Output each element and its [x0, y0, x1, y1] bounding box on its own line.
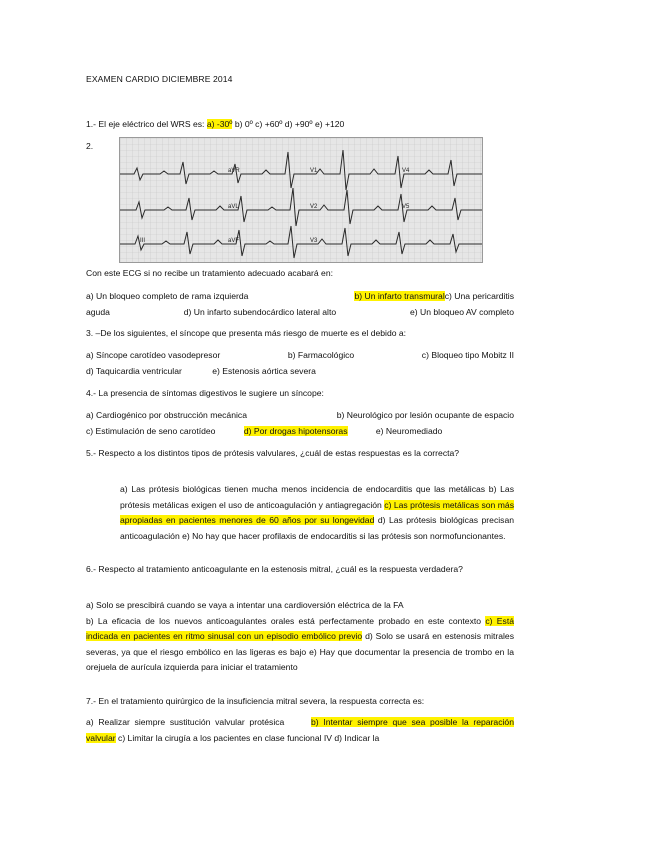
question-4-options	[86, 408, 514, 439]
option-d: d) Las prótesis biológicas precisan anticoagulación	[120, 515, 515, 541]
option-d: d) Indicar la	[334, 732, 380, 743]
question-1-options: b) 0º c) +60º d) +90º e) +120	[232, 119, 345, 129]
question-7-options	[86, 715, 514, 746]
ecg-lead-label: aVR	[228, 168, 240, 174]
option-e: e) Neuromediado	[375, 425, 443, 436]
option-e: e) Estenosis aórtica severa	[212, 365, 316, 376]
option-c-answer: c) Las prótesis metálicas son más apropiadas en pacientes menores de 60 años por su longevidad	[120, 499, 514, 525]
option-e: e) Hay que documentar la presencia de trombo en la orejuela de aurícula izquierda para iniciar el tratamiento	[86, 646, 514, 672]
question-5-options	[120, 482, 514, 544]
question-6-stem: 6.- Respecto al tratamiento anticoagulante en la estenosis mitral, ¿cuál es la respuesta verdadera?	[86, 564, 463, 574]
question-5-stem: 5.- Respecto a los distintos tipos de prótesis valvulares, ¿cuál de estas respuestas es la correcta?	[86, 448, 460, 458]
question-1-answer: a) -30º	[206, 119, 233, 129]
options-row	[86, 408, 514, 424]
options-row	[86, 289, 514, 305]
option-e: e) No hay que hacer profilaxis de endocarditis si las prótesis son normofuncionantes.	[182, 530, 506, 541]
question-3-options	[86, 348, 514, 379]
option-b: b) La eficacia de los nuevos anticoagulantes orales está perfectamente probado en este contexto	[86, 615, 482, 626]
option-b-answer: b) Un infarto transmural	[354, 291, 445, 301]
question-2-stem: Con este ECG si no recibe un tratamiento adecuado acabará en:	[86, 268, 333, 278]
options-row	[86, 305, 514, 321]
option-c: c) Limitar la cirugía a los pacientes en clase funcional IV	[118, 732, 333, 743]
option-a: a) Síncope carotídeo vasodepresor	[86, 350, 221, 360]
question-1-stem: 1.- El eje eléctrico del WRS es:	[86, 119, 207, 129]
option-d-answer: d) Por drogas hipotensoras	[243, 425, 348, 436]
question-1	[86, 117, 514, 133]
ecg-strip-image	[119, 137, 483, 263]
option-c: c) Bloqueo tipo Mobitz II	[421, 350, 514, 360]
option-d: d) Un infarto subendocárdico lateral alto	[183, 306, 337, 317]
option-d: d) Taquicardia ventricular	[86, 365, 182, 376]
option-c-cont: aguda	[86, 306, 110, 317]
option-a: a) Un bloqueo completo de rama izquierda	[86, 291, 249, 301]
ecg-graphic	[120, 138, 483, 263]
option-b: b) Las prótesis metálicas exigen el uso de anticoagulación y antiagregación	[120, 484, 515, 510]
ecg-lead-label: aVF	[228, 238, 240, 244]
ecg-lead-label: V3	[310, 238, 318, 244]
option-a: a) Cardiogénico por obstrucción mecánica	[86, 410, 247, 420]
question-2-number: 2.	[86, 141, 94, 151]
ecg-lead-label: aVL	[228, 204, 239, 210]
exam-title: EXAMEN CARDIO DICIEMBRE 2014	[86, 74, 233, 84]
question-6-options	[86, 598, 514, 676]
options-row	[86, 424, 514, 440]
option-c-answer: c) Está indicada en pacientes en ritmo sinusal con un episodio embólico previo	[86, 615, 514, 641]
option-b-answer: b) Intentar siempre que sea posible la reparación valvular	[86, 717, 514, 743]
question-3-stem: 3. –De los siguientes, el síncope que presenta más riesgo de muerte es el debido a:	[86, 328, 407, 338]
question-4-stem: 4.- La presencia de síntomas digestivos le sugiere un síncope:	[86, 388, 324, 398]
option-b: b) Farmacológico	[287, 350, 355, 360]
ecg-lead-label: V4	[402, 168, 410, 174]
option-c: c) Estimulación de seno carotídeo	[86, 425, 216, 436]
ecg-lead-label: V2	[310, 204, 318, 210]
option-a: a) Solo se prescibirá cuando se vaya a intentar una cardioversión eléctrica de la FA	[86, 600, 404, 610]
option-e: e) Un bloqueo AV completo	[409, 306, 514, 317]
question-2-options	[86, 289, 514, 320]
ecg-lead-label: V1	[310, 168, 318, 174]
options-row	[86, 364, 514, 380]
ecg-lead-label: III	[140, 238, 146, 244]
options-row	[86, 348, 514, 364]
option-a: a) Las prótesis biológicas tienen mucha menos incidencia de endocarditis que las metálicas	[120, 484, 486, 494]
option-a: a) Realizar siempre sustitución valvular protésica	[86, 717, 285, 727]
option-d: d) Solo se usará en estenosis mitrales severas, ya que el riesgo embólico en las ligeras es bajo	[86, 631, 515, 657]
option-b: b) Neurológico por lesión ocupante de espacio	[336, 410, 514, 420]
question-7-stem: 7.- En el tratamiento quirúrgico de la insuficiencia mitral severa, la respuesta correcta es:	[86, 696, 425, 706]
option-c: c) Una pericarditis	[444, 291, 514, 301]
ecg-lead-label: V5	[402, 204, 410, 210]
